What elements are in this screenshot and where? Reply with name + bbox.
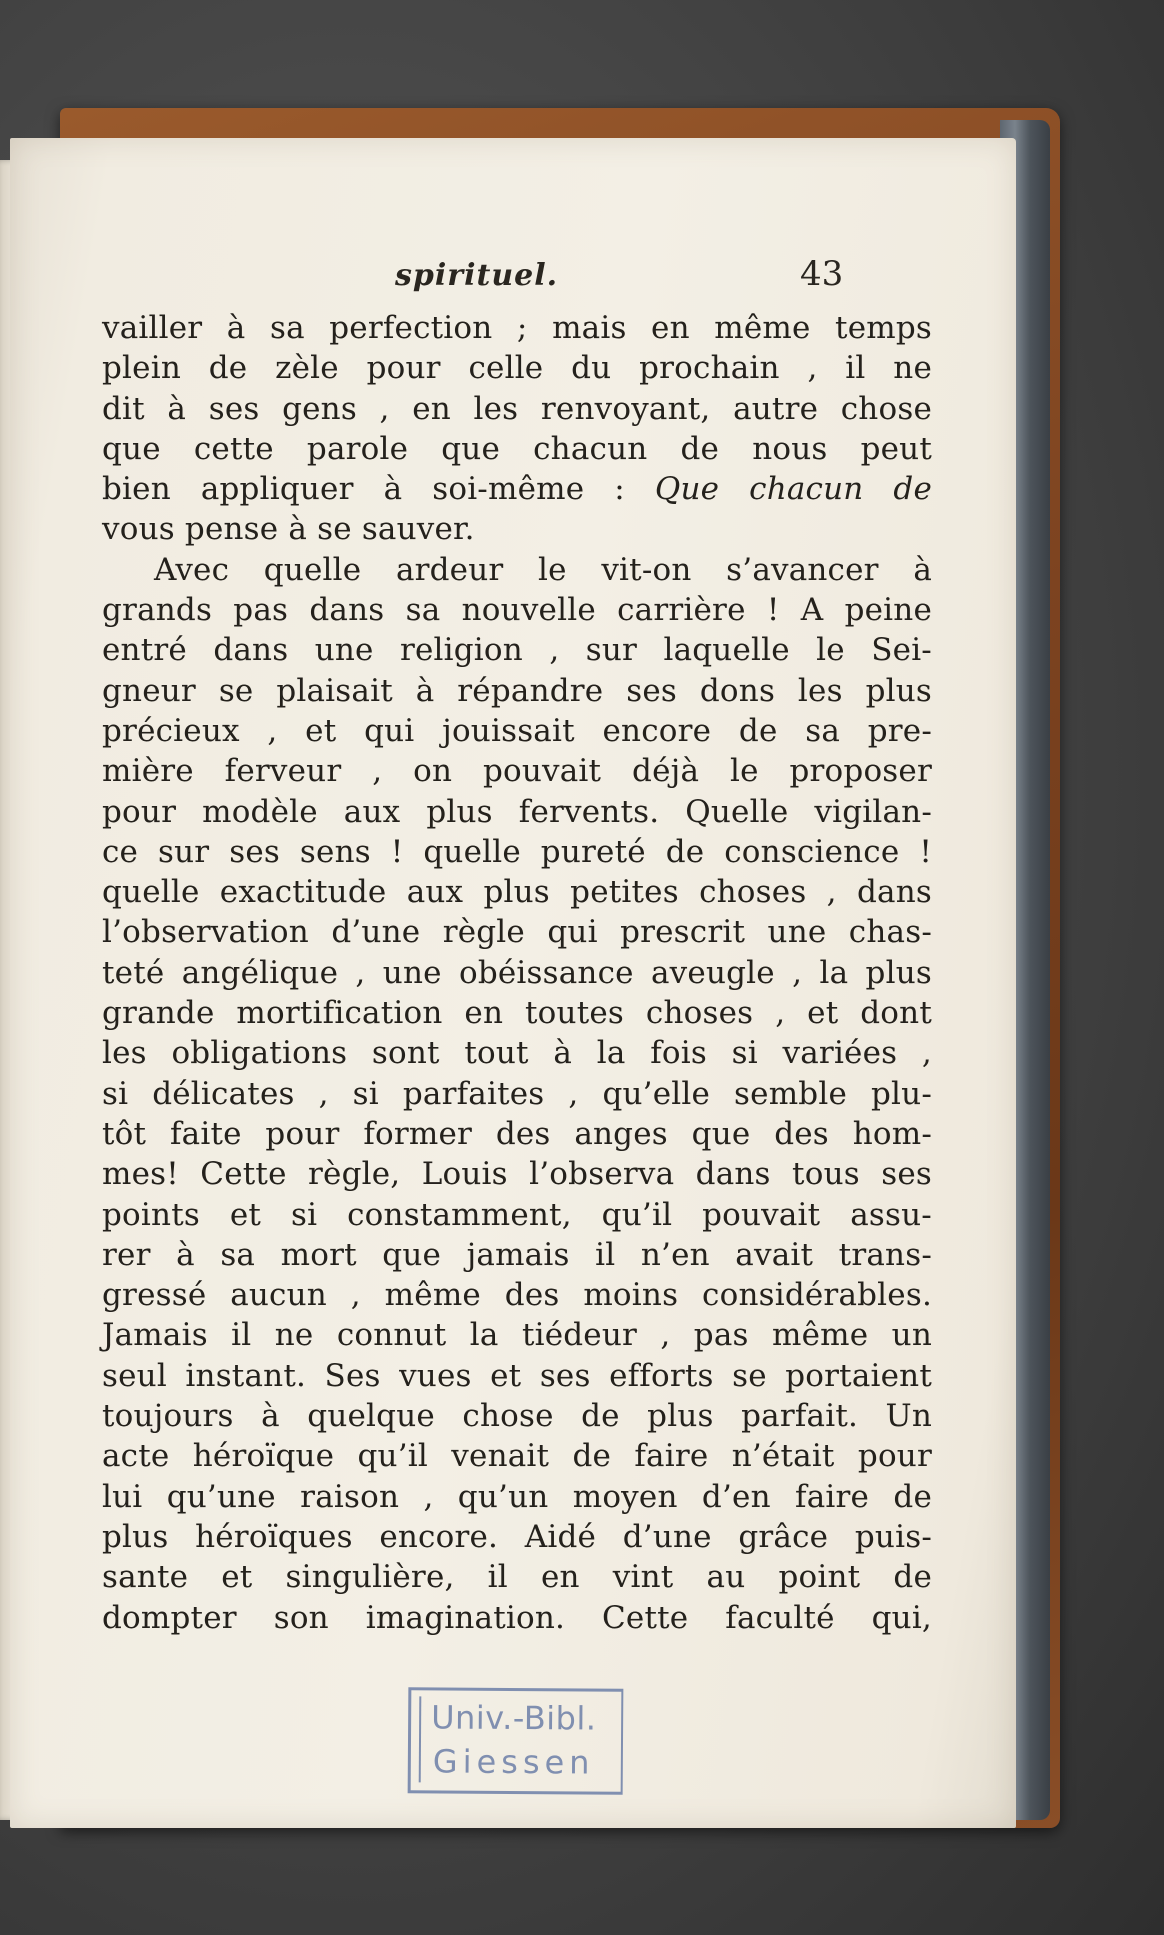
page-number: 43 [800,254,844,294]
text-line: pour modèle aux plus fervents. Quelle vigilan- [102,793,932,830]
text-line: acte héroïque qu’il venait de faire n’était pour [102,1438,932,1475]
text-line: précieux , et qui jouissait encore de sa pre- [102,712,932,749]
body-text [102,308,932,1638]
stamp-text-library: Univ.-Bibl. [431,1698,597,1738]
text-line: plus héroïques encore. Aidé d’une grâce puis- [102,1518,932,1555]
text-line: dompter son imagination. Cette faculté qui, [102,1599,932,1636]
text-line: tôt faite pour former des anges que des hom- [102,1115,932,1152]
text-line: grands pas dans sa nouvelle carrière ! A peine [102,592,932,629]
text-line: vous pense à se sauver. [102,511,475,548]
text-line: Avec quelle ardeur le vit-on s’avancer à [154,551,932,588]
library-stamp [408,1687,624,1794]
text-line: gneur se plaisait à répandre ses dons les plus [102,672,932,709]
text-line: rer à sa mort que jamais il n’en avait trans- [102,1236,932,1273]
text-line: teté angélique , une obéissance aveugle , la plus [102,954,932,991]
text-line: Jamais il ne connut la tiédeur , pas même un [102,1317,932,1354]
text-line: toujours à quelque chose de plus parfait. Un [102,1398,932,1435]
text-line: ce sur ses sens ! quelle pureté de conscience ! [102,833,932,870]
text-line: vailler à sa perfection ; mais en même temps [102,310,932,346]
text-line: dit à ses gens , en les renvoyant, autre chose [102,390,932,427]
text-line: seul instant. Ses vues et ses efforts se portaient [102,1357,932,1394]
text-line-roman: bien appliquer à soi-même : [102,471,655,508]
text-line: l’observation d’une règle qui prescrit une chas- [102,914,932,951]
text-line: grande mortification en toutes choses , et dont [102,995,932,1032]
text-line: les obligations sont tout à la fois si variées , [102,1035,932,1072]
text-line: points et si constamment, qu’il pouvait assu- [102,1196,932,1233]
text-line: plein de zèle pour celle du prochain , il ne [102,350,932,387]
text-line: si délicates , si parfaites , qu’elle semble plu- [102,1075,932,1112]
stamp-text-city: Giessen [432,1742,595,1782]
text-line [102,469,932,509]
running-head: spirituel. [395,258,559,293]
text-line: mes! Cette règle, Louis l’observa dans tous ses [102,1156,932,1193]
text-line: que cette parole que chacun de nous peut [102,430,932,467]
text-line: mière ferveur , on pouvait déjà le proposer [102,753,932,790]
text-line: lui qu’une raison , qu’un moyen d’en faire de [102,1478,932,1515]
text-line: sante et singulière, il en vint au point de [102,1559,932,1596]
text-line: gressé aucun , même des moins considérables. [102,1277,932,1314]
book-page [10,138,1016,1828]
text-line: entré dans une religion , sur laquelle le Sei- [102,632,932,669]
italic-phrase: Que chacun de [654,471,932,508]
stamp-border-line [419,1696,422,1782]
text-line: quelle exactitude aux plus petites choses , dans [102,874,932,911]
